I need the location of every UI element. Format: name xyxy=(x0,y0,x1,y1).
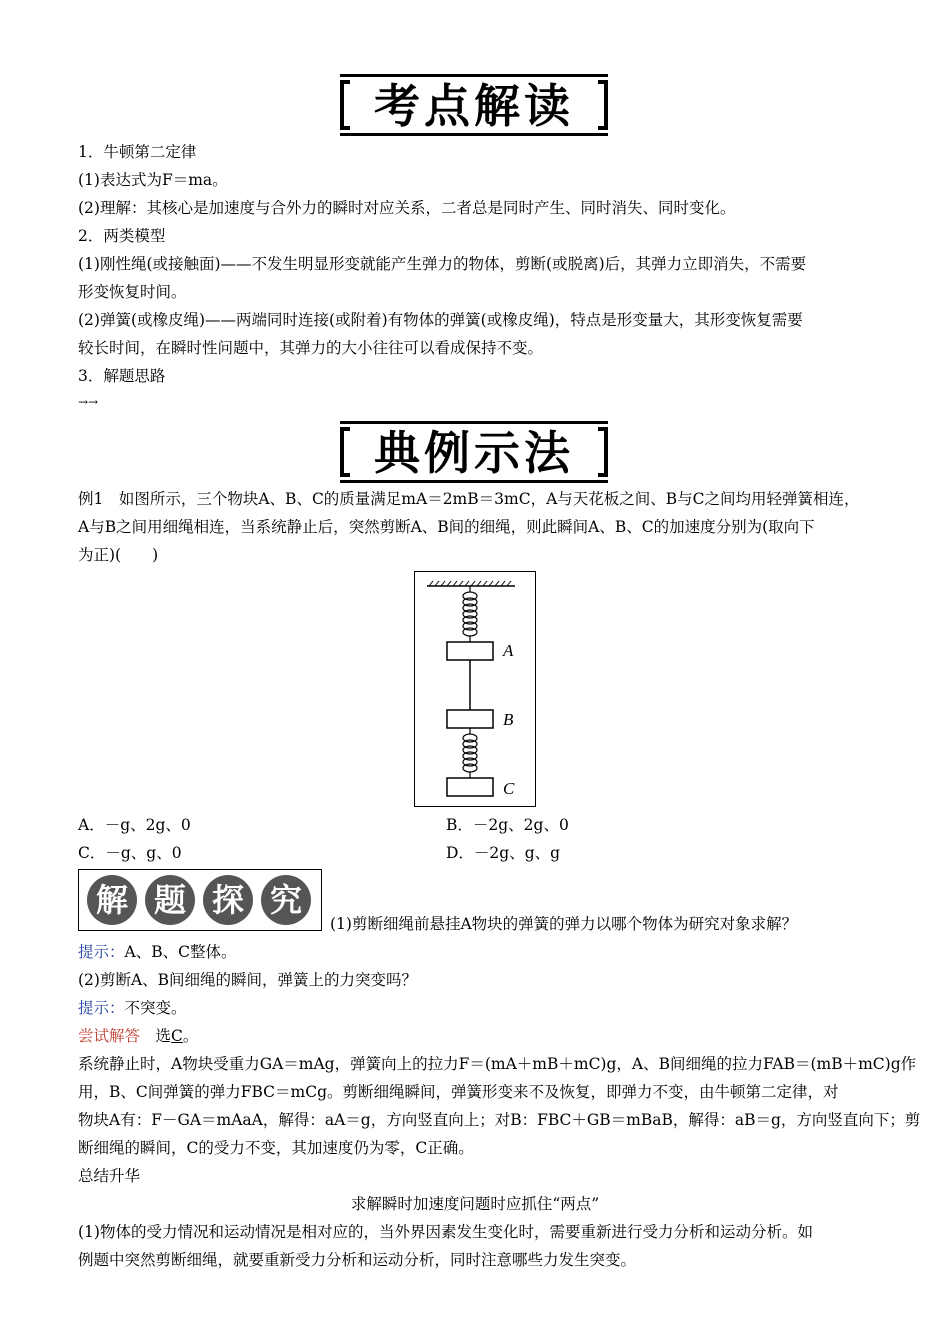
point-line: 2．两类模型 xyxy=(78,227,166,245)
summary-title: 求解瞬时加速度问题时应抓住“两点” xyxy=(350,1195,600,1213)
point-line: (1)刚性绳(或接触面)——不发生明显形变就能产生弹力的物体，剪断(或脱离)后，其弹力立即消失，不需要 xyxy=(78,255,807,273)
point-line: (2)弹簧(或橡皮绳)——两端同时连接(或附着)有物体的弹簧(或橡皮绳)，特点是形变量大，其形变恢复需要 xyxy=(78,311,803,329)
solution-line: 系统静止时，A物块受重力GA＝mAg，弹簧向上的拉力F＝(mA＋mB＋mC)g，A、B间细绳的拉力FAB＝(mB＋mC)g作 xyxy=(78,1055,917,1073)
hint-label: 提示： xyxy=(78,943,125,961)
example-line: 例1 如图所示，三个物块A、B、C的质量满足mA＝2mB＝3mC，A与天花板之间、B与C之间均用轻弹簧相连， xyxy=(78,490,860,508)
arrows: →→ xyxy=(78,395,99,409)
spring-figure xyxy=(414,571,536,807)
badge-char: 究 xyxy=(261,875,311,925)
block-c xyxy=(447,778,493,796)
block-a xyxy=(447,642,493,660)
block-b xyxy=(447,710,493,728)
badge-char: 解 xyxy=(87,875,137,925)
label-b: B xyxy=(503,710,514,729)
option-b: B．－2g、2g、0 xyxy=(446,816,569,834)
solution-line: 断细绳的瞬间，C的受力不变，其加速度仍为零，C正确。 xyxy=(78,1139,474,1157)
point-line: (1)表达式为F＝ma。 xyxy=(78,171,228,189)
hint-line: 提示：A、B、C整体。 xyxy=(78,943,237,961)
summary-heading: 总结升华 xyxy=(78,1167,141,1185)
badge-char: 题 xyxy=(145,875,195,925)
explore-question: (2)剪断A、B间细绳的瞬间，弹簧上的力突变吗？ xyxy=(78,971,418,989)
answer-line: 尝试解答 选C。 xyxy=(78,1027,199,1045)
badge-char: 探 xyxy=(203,875,253,925)
section-banner-dianli xyxy=(340,421,608,483)
option-a: A．－g、2g、0 xyxy=(78,816,191,834)
example-line: A与B之间用细绳相连，当系统静止后，突然剪断A、B间的细绳，则此瞬间A、B、C的加速度分别为(取向下 xyxy=(78,518,815,536)
solution-line: 物块A有：F－GA＝mAaA，解得：aA＝g，方向竖直向上；对B：FBC＋GB＝mBaB，解得：aB＝g，方向竖直向下；剪 xyxy=(78,1111,921,1129)
option-d: D．－2g、g、g xyxy=(446,844,561,862)
solution-line: 用，B、C间弹簧的弹力FBC＝mCg。剪断细绳瞬间，弹簧形变来不及恢复，即弹力不变，由牛顿第二定律，对 xyxy=(78,1083,839,1101)
section-banner-kaodian xyxy=(340,74,608,136)
explore-question: (1)剪断细绳前悬挂A物块的弹簧的弹力以哪个物体为研究对象求解？ xyxy=(330,915,798,933)
label-c: C xyxy=(503,779,515,798)
explore-badge xyxy=(78,869,322,931)
option-c: C．－g、g、0 xyxy=(78,844,182,862)
summary-line: 例题中突然剪断细绳，就要重新受力分析和运动分析，同时注意哪些力发生突变。 xyxy=(78,1251,637,1269)
point-line: 形变恢复时间。 xyxy=(78,283,187,301)
spring-top xyxy=(463,586,477,642)
banner-title: 考点解读 xyxy=(374,79,574,133)
point-line: 较长时间，在瞬时性问题中，其弹力的大小往往可以看成保持不变。 xyxy=(78,339,544,357)
banner-title: 典例示法 xyxy=(374,426,574,480)
answer-choice: C xyxy=(171,1027,183,1045)
hint-label: 提示： xyxy=(78,999,125,1017)
point-line: 3．解题思路 xyxy=(78,367,166,385)
hint-line: 提示：不突变。 xyxy=(78,999,187,1017)
point-line: 1．牛顿第二定律 xyxy=(78,143,197,161)
spring-diagram xyxy=(415,572,535,806)
example-line: 为正)( ) xyxy=(78,546,159,564)
label-a: A xyxy=(503,641,514,660)
point-line: (2)理解：其核心是加速度与合外力的瞬时对应关系，二者总是同时产生、同时消失、同时变化。 xyxy=(78,199,736,217)
spring-bottom xyxy=(463,728,477,778)
answer-label: 尝试解答 xyxy=(78,1027,141,1045)
summary-line: (1)物体的受力情况和运动情况是相对应的，当外界因素发生变化时，需要重新进行受力分析和运动分析。如 xyxy=(78,1223,813,1241)
